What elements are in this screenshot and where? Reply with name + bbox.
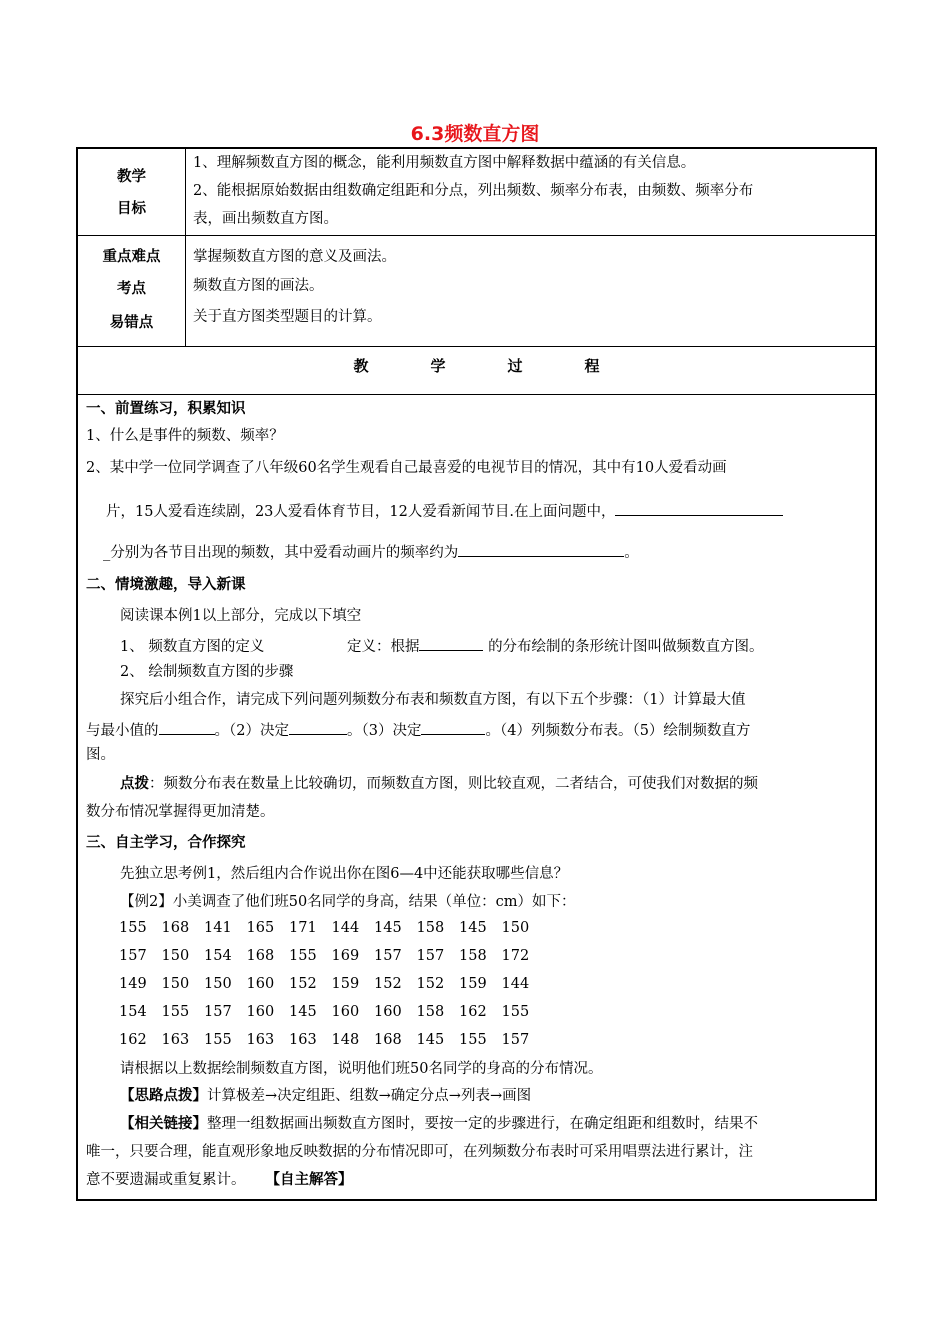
data-value: 144 — [331, 920, 360, 936]
data-value: 168 — [161, 920, 190, 936]
row-divider — [78, 235, 875, 236]
keypoints-label-3: 易错点 — [109, 315, 154, 331]
steps-text: 。（3）决定 — [346, 723, 422, 739]
data-value: 145 — [416, 1032, 445, 1048]
process-char: 过 — [507, 357, 523, 375]
answer-blank[interactable] — [289, 718, 347, 735]
data-value: 157 — [119, 948, 147, 964]
keypoints-label-1: 重点难点 — [102, 249, 161, 265]
link-line-1 — [120, 1114, 758, 1134]
data-value: 160 — [331, 1004, 360, 1020]
column-divider — [185, 149, 186, 346]
data-value: 145 — [289, 1004, 317, 1020]
process-char: 学 — [430, 357, 446, 375]
section2-intro: 阅读课本例1以上部分，完成以下填空 — [120, 608, 362, 624]
question-2-text: 。 — [624, 545, 639, 561]
data-value: 154 — [119, 1004, 147, 1020]
data-value: 141 — [204, 920, 232, 936]
row-divider — [78, 346, 875, 347]
question-2-line-1: 2、某中学一位同学调查了八年级60名学生观看自己最喜爱的电视节目的情况，其中有10人爱看动画 — [86, 460, 727, 476]
answer-blank[interactable] — [419, 634, 483, 651]
steps-item: 2、 绘制频数直方图的步骤 — [120, 664, 294, 680]
section3-intro: 先独立思考例1，然后组内合作说出你在图6—4中还能获取哪些信息？ — [120, 866, 569, 882]
data-value: 160 — [246, 1004, 275, 1020]
definition-item — [120, 634, 764, 657]
objective-1: 1、理解频数直方图的概念，能利用频数直方图中解释数据中蕴涵的有关信息。 — [193, 155, 696, 171]
data-value: 155 — [289, 948, 317, 964]
data-value: 150 — [161, 976, 190, 992]
objective-3: 表，画出频数直方图。 — [193, 211, 338, 227]
answer-blank[interactable] — [421, 718, 485, 735]
data-value: 162 — [119, 1032, 147, 1048]
data-value: 169 — [331, 948, 360, 964]
keypoint-3: 关于直方图类型题目的计算。 — [193, 309, 382, 325]
data-value: 157 — [416, 948, 445, 964]
link-label: 【相关链接】 — [120, 1116, 207, 1132]
steps-text: 。（2）决定 — [214, 723, 289, 739]
section3-heading: 三、自主学习，合作探究 — [86, 835, 246, 851]
data-value: 158 — [416, 920, 445, 936]
data-value: 152 — [289, 976, 317, 992]
data-value: 152 — [416, 976, 445, 992]
steps-line-2 — [86, 718, 750, 741]
question-1: 1、什么是事件的频数、频率？ — [86, 428, 284, 444]
steps-text: 与最小值的 — [86, 723, 159, 739]
data-value: 163 — [289, 1032, 317, 1048]
objective-2: 2、能根据原始数据由组数确定组距和分点，列出频数、频率分布表，由频数、频率分布 — [193, 183, 754, 199]
lesson-table — [76, 147, 877, 1201]
data-value: 155 — [161, 1004, 190, 1020]
definition-text: 定义：根据 — [346, 639, 420, 655]
data-value: 148 — [331, 1032, 360, 1048]
definition-text: 的分布绘制的条形统计图叫做频数直方图。 — [488, 639, 764, 655]
definition-title: 1、 频数直方图的定义 — [120, 639, 265, 655]
data-value: 155 — [204, 1032, 232, 1048]
data-value: 165 — [246, 920, 275, 936]
answer-blank[interactable] — [615, 499, 783, 516]
process-char: 程 — [584, 357, 600, 375]
data-value: 152 — [374, 976, 402, 992]
data-value: 168 — [246, 948, 275, 964]
data-value: 158 — [416, 1004, 445, 1020]
example-2 — [120, 892, 576, 912]
data-value: 150 — [161, 948, 190, 964]
hint-text: 计算极差→决定组距、组数→确定分点→列表→画图 — [207, 1088, 532, 1104]
data-value: 155 — [459, 1032, 487, 1048]
data-value: 145 — [459, 920, 487, 936]
data-value: 160 — [246, 976, 275, 992]
tip-text: ：频数分布表在数量上比较确切，而频数直方图，则比较直观，二者结合，可使我们对数据的频 — [149, 776, 758, 792]
answer-blank[interactable] — [159, 718, 215, 735]
steps-line-3: 图。 — [86, 747, 115, 763]
data-value: 160 — [374, 1004, 402, 1020]
data-value: 157 — [501, 1032, 530, 1048]
steps-line-1: 探究后小组合作，请完成下列问题列频数分布表和频数直方图，有以下五个步骤：（1）计算最大值 — [120, 692, 746, 708]
link-text: 意不要遗漏或重复累计。 — [86, 1172, 246, 1188]
tip-line-2: 数分布情况掌握得更加清楚。 — [86, 804, 275, 820]
data-value: 163 — [161, 1032, 190, 1048]
answer-blank[interactable] — [458, 540, 624, 557]
data-value: 149 — [119, 976, 147, 992]
process-heading — [78, 355, 875, 376]
steps-text: 。（4）列频数分布表。（5）绘制频数直方 — [485, 723, 751, 739]
data-value: 162 — [459, 1004, 487, 1020]
data-value: 158 — [459, 948, 487, 964]
data-value: 150 — [204, 976, 232, 992]
keypoints-label-2: 考点 — [117, 281, 146, 297]
keypoint-1: 掌握频数直方图的意义及画法。 — [193, 249, 396, 265]
data-value: 154 — [204, 948, 232, 964]
tip-label: 点拨 — [120, 776, 149, 792]
process-char: 教 — [353, 357, 369, 375]
hint-line — [120, 1086, 531, 1106]
data-value: 168 — [374, 1032, 402, 1048]
page-title: 6.3频数直方图 — [410, 123, 540, 145]
data-value: 145 — [374, 920, 402, 936]
data-value: 155 — [119, 920, 147, 936]
data-value: 171 — [289, 920, 317, 936]
row-divider — [78, 394, 875, 395]
data-value: 159 — [459, 976, 487, 992]
section2-heading: 二、情境激趣，导入新课 — [86, 577, 246, 593]
keypoint-2: 频数直方图的画法。 — [193, 278, 324, 294]
data-value: 155 — [501, 1004, 530, 1020]
task-text: 请根据以上数据绘制频数直方图，说明他们班50名同学的身高的分布情况。 — [120, 1061, 603, 1077]
section1-heading: 一、前置练习，积累知识 — [86, 401, 246, 417]
data-value: 144 — [501, 976, 530, 992]
link-text: 整理一组数据画出频数直方图时，要按一定的步骤进行，在确定组距和组数时，结果不 — [207, 1116, 758, 1132]
question-2-text: _分别为各节目出现的频数，其中爱看动画片的频率约为 — [103, 545, 459, 561]
data-value: 157 — [374, 948, 402, 964]
question-2-line-2 — [106, 499, 783, 522]
question-2-text: 片，15人爱看连续剧，23人爱看体育节目，12人爱看新闻节目.在上面问题中， — [106, 504, 616, 520]
tip-line-1 — [120, 774, 758, 794]
question-2-line-3 — [103, 540, 639, 563]
objectives-label-2: 目标 — [117, 201, 146, 217]
example-label: 【例2】 — [120, 894, 173, 910]
data-value: 163 — [246, 1032, 275, 1048]
hint-label: 【思路点拨】 — [120, 1088, 207, 1104]
example-text: 小美调查了他们班50名同学的身高，结果（单位：cm）如下： — [172, 894, 576, 910]
data-value: 159 — [331, 976, 360, 992]
data-value: 157 — [204, 1004, 232, 1020]
link-line-2: 唯一，只要合理，能直观形象地反映数据的分布情况即可，在列频数分布表时可采用唱票法进行累计，注 — [86, 1144, 753, 1160]
link-line-3 — [86, 1170, 353, 1190]
data-value: 150 — [501, 920, 530, 936]
answer-label: 【自主解答】 — [265, 1172, 353, 1188]
data-value: 172 — [501, 948, 530, 964]
objectives-label-1: 教学 — [117, 169, 146, 185]
